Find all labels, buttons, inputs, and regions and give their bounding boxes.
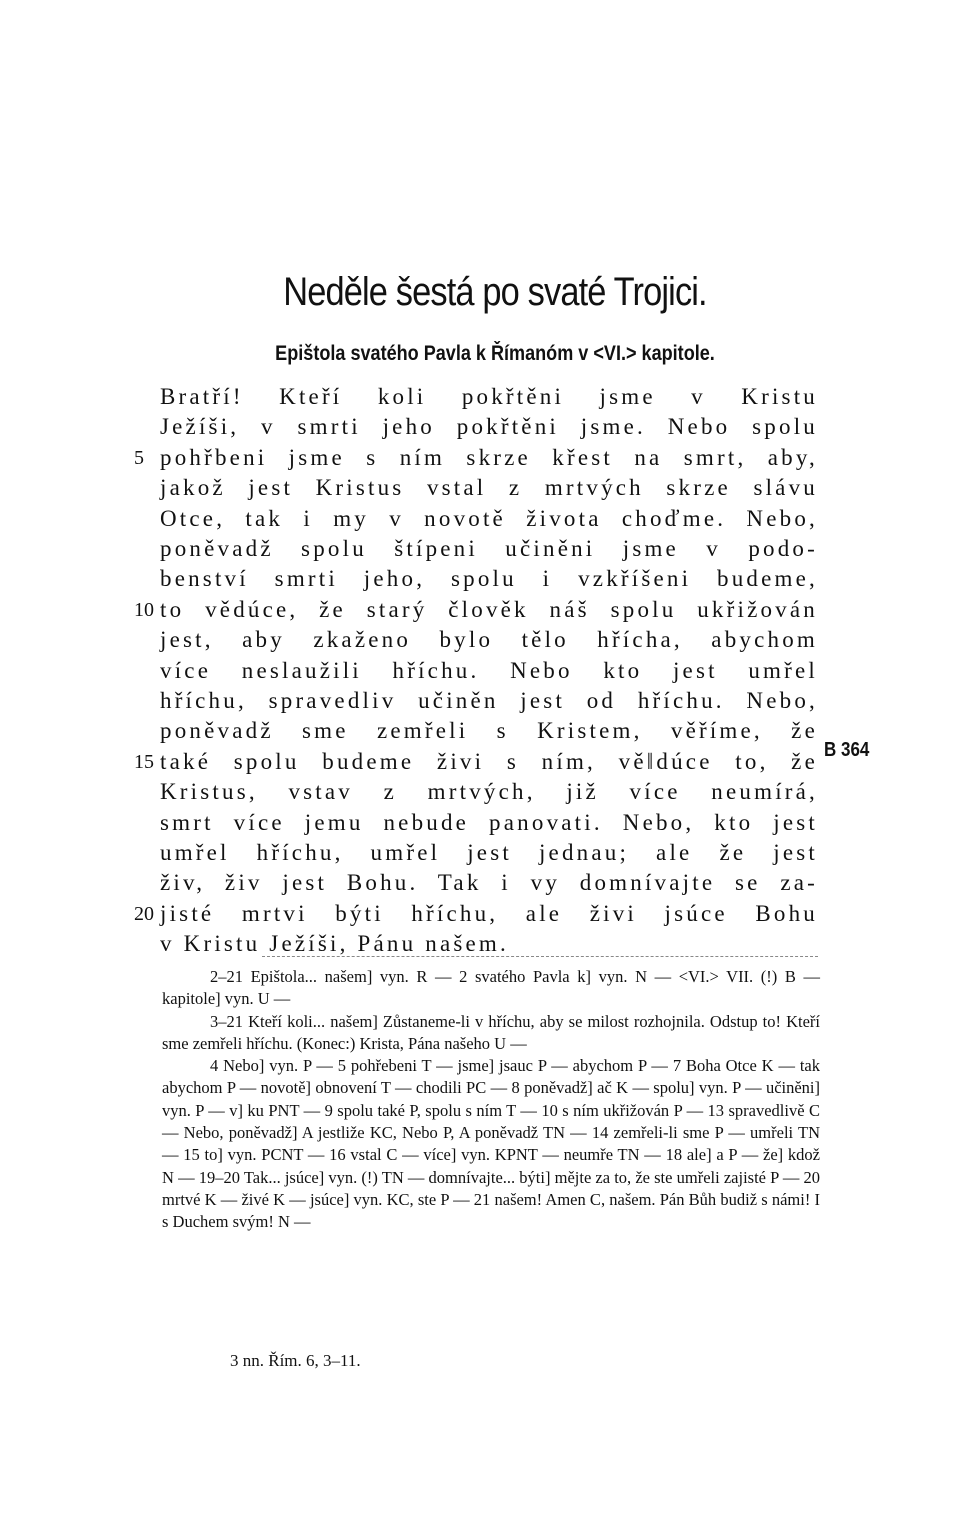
text-line: jakož jest Kristus vstal z mrtvých skrze slávu — [160, 475, 818, 501]
text-line: více neslaužili hříchu. Nebo kto jest umřel — [160, 657, 818, 683]
text-line: Otce, tak i my v novotě života choďme. Nebo, — [160, 505, 818, 531]
critical-apparatus — [162, 966, 820, 1234]
source-reference: 3 nn. Řím. 6, 3–11. — [230, 1351, 361, 1370]
text-line: jisté mrtvi býti hříchu, ale živi jsúce Bohu — [160, 900, 818, 926]
text-line: Kristus, vstav z mrtvých, již více neumírá, — [160, 779, 818, 805]
text-line: živ, živ jest Bohu. Tak i vy domnívajte se za- — [160, 870, 818, 896]
text-line: Bratří! Kteří koli pokřtěni jsme v Kristu — [160, 384, 818, 409]
text-line: umřel hříchu, umřel jest jednau; ale že jest — [160, 840, 818, 865]
apparatus-note: 3–21 Kteří koli... našem] Zůstaneme-li v hříchu, aby se milost rozhojnila. Odstup to! Kteří sme zemřeli hříchu. (Konec:) Krista, Pána našeho U — — [162, 1011, 820, 1053]
text-line: v Kristu Ježíši, Pánu našem. — [160, 931, 509, 957]
line-number: 5 — [134, 446, 144, 469]
text-line: také spolu budeme živi s ním, vě‖dúce to, že — [160, 748, 818, 774]
text-line: hříchu, spravedliv učiněn jest od hříchu. Nebo, — [160, 688, 818, 713]
text-line: poněvadž spolu štípeni učiněni jsme v podo- — [160, 536, 818, 561]
text-line: pohřbeni jsme s ním skrze křest na smrt, aby, — [160, 444, 818, 470]
text-line: Ježíši, v smrti jeho pokřtěni jsme. Nebo spolu — [160, 414, 818, 440]
apparatus-note: 4 Nebo] vyn. P — 5 pohřebeni T — jsme] jsauc P — abychom P — 7 Boha Otce K — tak abychom P — novotě] obnovení T — chodili PC — 8 poněvadž] ač K — spolu] vyn. P — učiněni] vyn. P — v] ku PNT — 9 spolu také P, spolu s ním T — 10 s ním ukřižován P — 13 spravedlivě C — Nebo, poněvadž] A jestliže KC, Nebo P, A poněvadž TN — 14 zemřeli-li sme P — umřeli TN — 15 to] vyn. PCNT — 16 vstal C — více] vyn. KPNT — neumře TN — 18 ale] a P — že] kdož N — 19–20 Tak... jsúce] vyn. (!) TN — domnívajte... býti] mějte za to, že ste umřeli zajisté P — 20 mrtvé K — živé K — jsúce] vyn. KC, ste P — 21 našem! Amen C, našem. Pán Bůh budiž s námi! I s Duchem svým! N — — [162, 1056, 820, 1232]
page-subtitle: Epištola svatého Pavla k Římanóm v <VI.> kapitole. — [275, 342, 715, 365]
text-line: smrt více jemu nebude panovati. Nebo, kto jest — [160, 809, 818, 835]
separator-rule — [262, 956, 818, 957]
margin-page-reference: B 364 — [824, 739, 870, 761]
line-number: 15 — [134, 750, 154, 773]
line-number: 10 — [134, 598, 154, 621]
text-line: to vědúce, že starý člověk náš spolu ukřižován — [160, 596, 818, 622]
page-title: Neděle šestá po svaté Trojici. — [283, 270, 707, 314]
text-line: jest, aby zkaženo bylo tělo hřícha, abychom — [160, 627, 818, 653]
text-line: benství smrti jeho, spolu i vzkříšeni budeme, — [160, 566, 818, 592]
line-number: 20 — [134, 902, 154, 925]
apparatus-note: 2–21 Epištola... našem] vyn. R — 2 svatého Pavla k] vyn. N — <VI.> VII. (!) B — kapitole] vyn. U — — [162, 967, 820, 1009]
text-line: poněvadž sme zemřeli s Kristem, věříme, že — [160, 718, 818, 744]
